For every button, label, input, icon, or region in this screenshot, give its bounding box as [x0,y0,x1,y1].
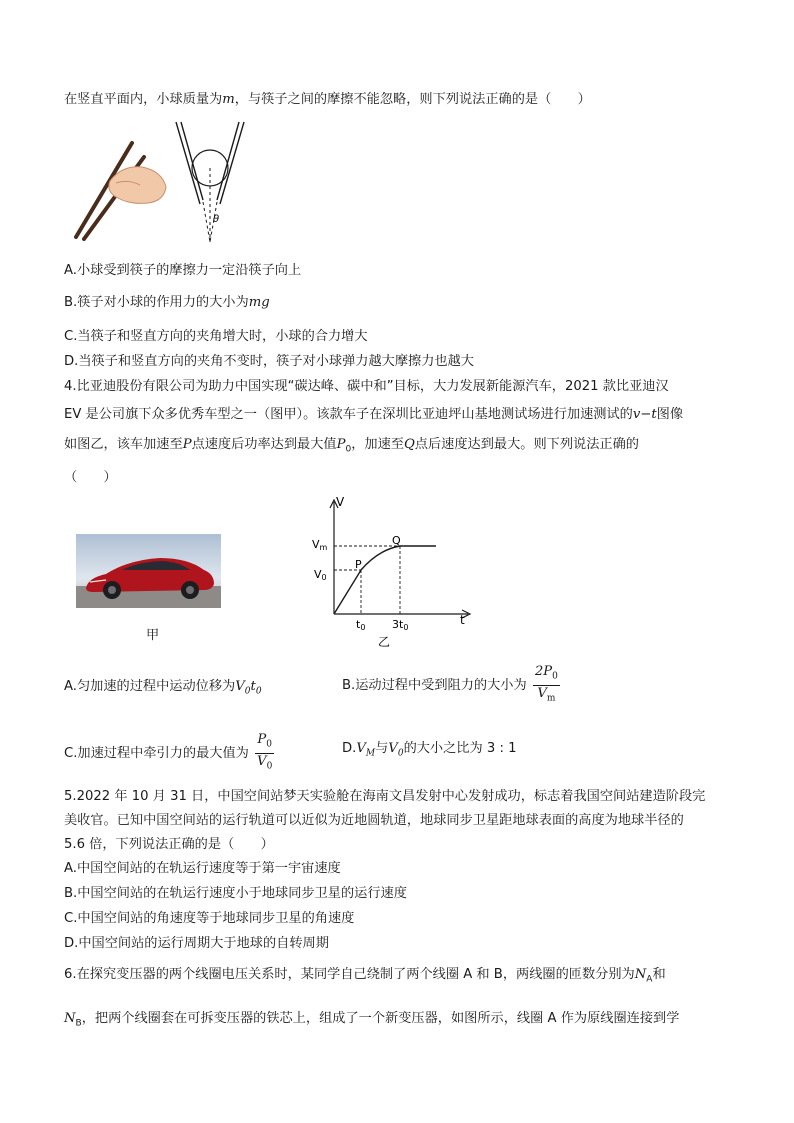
v0-label: V0 [314,568,327,582]
q5-option-d: D.中国空间站的运行周期大于地球的自转周期 [64,936,329,951]
q4-stem-line1: 4.比亚迪股份有限公司为助力中国实现“碳达峰、碳中和”目标，大力发展新能源汽车，2021 款比亚迪汉 [64,379,669,394]
q5-option-b: B.中国空间站的在轨运行速度小于地球同步卫星的运行速度 [64,886,407,901]
chopsticks-ball-diagram [170,118,250,248]
q4-stem-line4: （ ） [64,470,117,485]
q4-option-c: C.加速过程中牵引力的最大值为 $\frac{P_0}{V_0}$ [64,732,276,774]
p-label: P [355,558,362,571]
q5-option-c: C.中国空间站的角速度等于地球同步卫星的角速度 [64,911,355,926]
vt-curve [334,546,436,614]
t3-label: 3t0 [392,618,409,632]
q3-stem: 在竖直平面内，小球质量为m，与筷子之间的摩擦不能忽略，则下列说法正确的是（ ） [64,92,591,107]
fraction-2p0-vm: $\frac{2P_0}{V_m}$ [534,664,558,704]
t-axis-label: t [460,613,465,627]
q-label: Q [392,534,401,547]
q4-option-b: B.运动过程中受到阻力的大小为 $\frac{2P_0}{V_m}$ [342,664,562,706]
q5-stem-line1: 5.2022 年 10 月 31 日，中国空间站梦天实验舱在海南文昌发射中心发射成功，标志着我国空间站建造阶段完 [64,789,706,804]
q5-stem-line2: 美收官。已知中国空间站的运行轨道可以近似为近地圆轨道，地球同步卫星距地球表面的高度为地球半径的 [64,813,684,828]
theta-label: θ [213,214,220,225]
q4-stem-line3: 如图乙，该车加速至P点速度后功率达到最大值$P_0$，加速至Q点后速度达到最大。则下列说法正确的 [64,437,639,455]
fig-jia-label: 甲 [146,628,160,643]
fraction-p0-v0: $\frac{P_0}{V_0}$ [257,732,273,772]
q6-stem-line1: 6.在探究变压器的两个线圈电压关系时，某同学自己绕制了两个线圈 A 和 B，两线圈的匝数分别为$N_A$和 [64,967,666,985]
q6-stem-line2: $N_B$，把两个线圈套在可拆变压器的铁芯上，组成了一个新变压器，如图所示，线圈 A 作为原线圈连接到学 [64,1011,680,1029]
q3-option-d: D.当筷子和竖直方向的夹角不变时，筷子对小球弹力越大摩擦力也越大 [64,354,474,369]
vm-label: Vm [312,538,328,552]
q5-option-a: A.中国空间站的在轨运行速度等于第一宇宙速度 [64,861,341,876]
chopsticks-hand-figure [70,135,170,245]
q3-option-a: A.小球受到筷子的摩擦力一定沿筷子向上 [64,263,302,278]
q5-stem-line3: 5.6 倍，下列说法正确的是（ ） [64,837,274,852]
q4-stem-line2: EV 是公司旗下众多优秀车型之一（图甲）。该款车子在深圳比亚迪坪山基地测试场进行加速测试的v−t图像 [64,407,684,422]
q4-option-d: $D.V_M$与$V_0$的大小之比为 3 : 1 [342,741,517,759]
fig-yi-label: 乙 [378,635,391,649]
t0-label: t0 [356,618,366,632]
car-photo [76,534,221,608]
q3-option-c: C.当筷子和竖直方向的夹角增大时，小球的合力增大 [64,329,368,344]
v-axis-label: V [336,495,345,509]
vt-graph [308,492,480,650]
q3-option-b: B.筷子对小球的作用力的大小为mg [64,295,270,310]
q4-option-a: A.匀加速的过程中运动位移为$V_0t_0$ [64,679,262,697]
